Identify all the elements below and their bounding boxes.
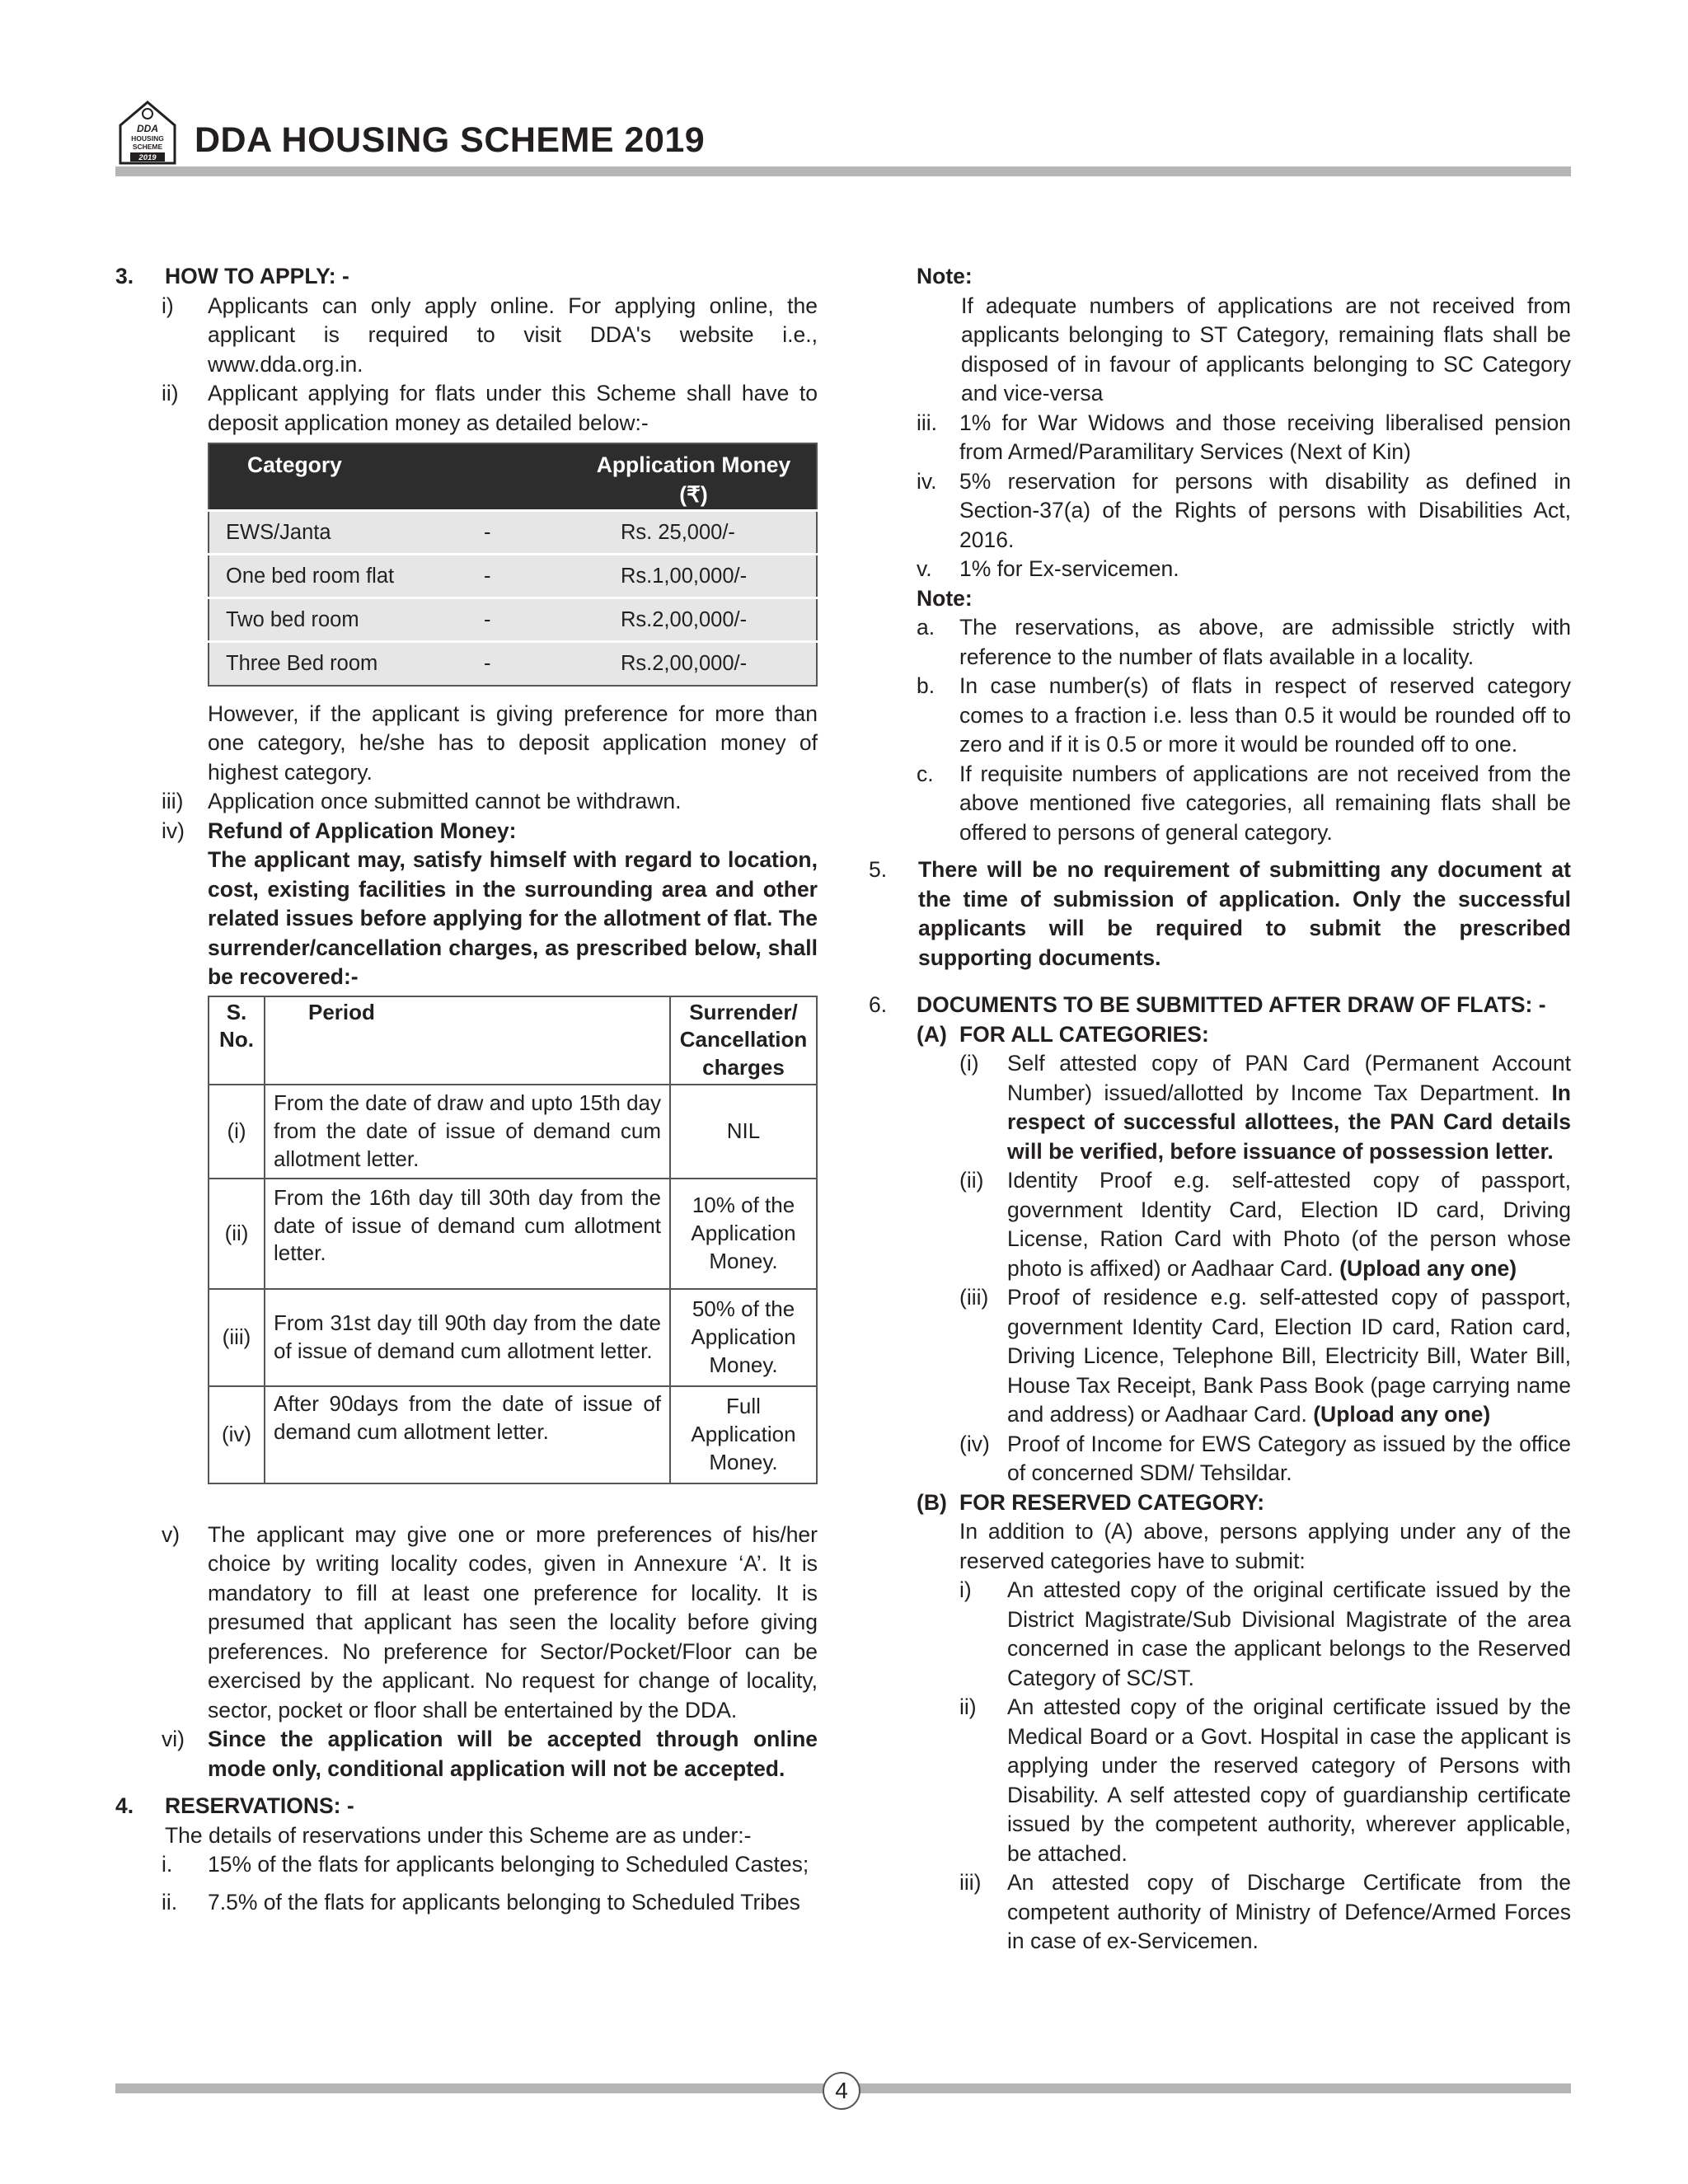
cell-amount: Rs.2,00,000/-	[563, 642, 817, 686]
section-3-item-v	[115, 1521, 818, 1726]
table-row	[209, 598, 817, 642]
section-6-B-heading	[917, 1488, 1571, 1518]
section-3-heading	[115, 262, 818, 292]
refund-charges-table	[208, 996, 818, 1484]
section-6-B-item-ii	[917, 1693, 1571, 1868]
section-3-item-iii	[115, 787, 818, 817]
cell-separator: -	[472, 555, 563, 598]
table-row	[209, 1386, 817, 1483]
col-header-charges: Surrender/ Cancellation charges	[670, 996, 817, 1085]
logo-text-housing: HOUSING	[131, 134, 164, 143]
section-3-number: 3.	[115, 264, 134, 288]
section-5-number: 5.	[869, 857, 888, 882]
cell-charge: NIL	[670, 1085, 817, 1179]
left-column	[115, 262, 818, 1917]
page-title: DDA HOUSING SCHEME 2019	[195, 120, 706, 160]
cell-amount: Rs. 25,000/-	[563, 511, 817, 555]
item-number: v.	[917, 556, 932, 581]
cell-separator: -	[472, 511, 563, 555]
logo-text-year: 2019	[138, 153, 157, 162]
note-2-item-c	[917, 760, 1571, 848]
item-text: If requisite numbers of applications are not received from the above mentioned five categories, all remaining flats shall be offered to persons of general category.	[959, 761, 1571, 845]
item-number: ii)	[162, 381, 179, 405]
section-6-A-item-i	[917, 1049, 1571, 1166]
item-text: The reservations, as above, are admissible strictly with reference to the number of flats available in a locality.	[959, 615, 1571, 669]
item-number: (iii)	[959, 1285, 989, 1310]
item-number: v)	[162, 1521, 181, 1547]
table-row	[209, 1085, 817, 1179]
note-1-text: If adequate numbers of applications are not received from applicants belonging to ST Category, remaining flats shall be disposed of in favour of applicants belonging to SC Category and vice-versa	[961, 293, 1571, 405]
item-number: iv.	[917, 468, 937, 494]
section-3-item-vi	[115, 1725, 818, 1783]
item-number: i)	[959, 1577, 972, 1602]
section-6-heading	[869, 991, 1571, 1020]
item-number: (i)	[959, 1051, 979, 1076]
col-header-category: Category	[209, 443, 472, 511]
cell-charge: Full Application Money.	[670, 1386, 817, 1483]
item-text: Identity Proof e.g. self-attested copy of passport, government Identity Card, Election ID card, Driving License, Ration Card with Photo (of the person whose photo is affixed) or Aadhaar Card.	[1007, 1168, 1571, 1281]
col-header-money-unit: (₹)	[679, 481, 708, 507]
item-text: An attested copy of the original certificate issued by the District Magistrate/Sub Divisional Magistrate of the area concerned in case the applicant belongs to the Reserved Category of SC/ST.	[1007, 1577, 1571, 1690]
cell-sno: (ii)	[209, 1179, 265, 1289]
header-divider	[115, 166, 1571, 176]
section-6-B-item-iii	[917, 1868, 1571, 1957]
item-text: 1% for Ex-servicemen.	[959, 556, 1179, 581]
item-text: 15% of the flats for applicants belonging to Scheduled Castes;	[208, 1852, 809, 1877]
table-header-row	[209, 443, 817, 511]
col-header-blank	[472, 443, 563, 511]
item-number: (ii)	[959, 1168, 984, 1193]
right-column	[869, 262, 1571, 1957]
section-6-A-item-iii	[917, 1283, 1571, 1430]
table-row	[209, 555, 817, 598]
item-text: 5% reservation for persons with disability as defined in Section-37(a) of the Rights of persons with Disabilities Act, 2016.	[959, 468, 1571, 552]
section-6-A-number: (A)	[917, 1021, 947, 1047]
cell-category: EWS/Janta	[209, 511, 472, 555]
item-number: iii)	[162, 789, 184, 813]
cell-sno: (iv)	[209, 1386, 265, 1483]
page-number: 4	[823, 2072, 860, 2110]
section-4-number: 4.	[115, 1793, 134, 1819]
cell-period: From 31st day till 90th day from the date of issue of demand cum allotment letter.	[265, 1289, 670, 1386]
table-header-row	[209, 996, 817, 1085]
section-4-item-ii	[115, 1888, 818, 1918]
logo-text-scheme: SCHEME	[132, 143, 163, 151]
section-4-item-v	[917, 555, 1571, 584]
note-2-item-a	[917, 613, 1571, 672]
item-number: ii)	[959, 1694, 977, 1719]
section-4-item-iv	[917, 467, 1571, 555]
item-bold-text: (Upload any one)	[1339, 1255, 1517, 1281]
cell-sno: (i)	[209, 1085, 265, 1179]
cell-period: After 90days from the date of issue of demand cum allotment letter.	[265, 1386, 670, 1483]
section-3-item-i	[115, 292, 818, 380]
section-6-A-item-iv	[917, 1430, 1571, 1488]
item-text: An attested copy of the original certificate issued by the Medical Board or a Govt. Hospital in case the applicant is applying under the reserved category of Persons with Disability. A self attested copy of guardianship certificate issued by the competent authority, wherever applicable, be attached.	[1007, 1694, 1571, 1866]
item-text: The applicant may give one or more preferences of his/her choice by writing locality codes, given in Annexure ‘A’. It is mandatory to fill at least one preference for locality. It is presumed that applicant has seen the locality before giving preferences. No preference for Sector/Pocket/Floor can be exercised by the applicant. No request for change of locality, sector, pocket or floor shall be entertained by the DDA.	[208, 1521, 818, 1722]
item-number: iii)	[959, 1870, 982, 1895]
section-6-B-intro: In addition to (A) above, persons applying under any of the reserved categories have to submit:	[959, 1519, 1571, 1573]
note-2-label: Note:	[917, 585, 973, 611]
section-6-B-title: FOR RESERVED CATEGORY:	[959, 1489, 1265, 1515]
cell-separator: -	[472, 642, 563, 686]
cell-charge: 50% of the Application Money.	[670, 1289, 817, 1386]
section-6-B-item-i	[917, 1576, 1571, 1693]
section-6-A-item-ii	[917, 1166, 1571, 1283]
refund-heading: Refund of Application Money:	[208, 818, 517, 843]
section-3-title: HOW TO APPLY: -	[165, 264, 349, 288]
item-text: Applicants can only apply online. For applying online, the applicant is required to visit DDA's website i.e., www.dda.org.in.	[208, 293, 818, 377]
section-6-number: 6.	[869, 992, 888, 1017]
section-4-item-i	[115, 1850, 818, 1880]
application-money-table	[208, 443, 818, 687]
item-text: Proof of residence e.g. self-attested copy of passport, government Identity Card, Election ID card, Ration card, Driving Licence, Telephone Bill, Electricity Bill, Water Bill, House Tax Receipt, Bank Pass Book (page carrying name and address) or Aadhaar Card.	[1007, 1285, 1571, 1427]
cell-period: From the 16th day till 30th day from the date of issue of demand cum allotment letter.	[265, 1179, 670, 1289]
however-paragraph: However, if the applicant is giving preference for more than one category, he/she has to deposit application money of highest category.	[208, 701, 818, 785]
item-bold-text: (Upload any one)	[1313, 1402, 1491, 1427]
item-text: 7.5% of the flats for applicants belonging to Scheduled Tribes	[208, 1889, 800, 1915]
item-text: Since the application will be accepted through online mode only, conditional application will not be accepted.	[208, 1727, 818, 1781]
cell-category: Three Bed room	[209, 642, 472, 686]
col-header-money-label: Application Money	[596, 452, 791, 477]
cell-amount: Rs.2,00,000/-	[563, 598, 817, 642]
section-4-intro: The details of reservations under this Scheme are as under:-	[165, 1822, 752, 1848]
col-header-sno: S. No.	[209, 996, 265, 1085]
section-4-title: RESERVATIONS: -	[165, 1793, 354, 1819]
section-3-item-ii	[115, 379, 818, 438]
section-6-title: DOCUMENTS TO BE SUBMITTED AFTER DRAW OF FLATS: -	[917, 992, 1546, 1017]
cell-period: From the date of draw and upto 15th day from the date of issue of demand cum allotment letter.	[265, 1085, 670, 1179]
item-text: 1% for War Widows and those receiving liberalised pension from Armed/Paramilitary Services (Next of Kin)	[959, 410, 1571, 464]
item-number: a.	[917, 615, 935, 640]
note-2-item-b	[917, 672, 1571, 760]
col-header-period: Period	[265, 996, 670, 1085]
table-row	[209, 511, 817, 555]
item-number: iv)	[162, 818, 185, 843]
refund-text: The applicant may, satisfy himself with regard to location, cost, existing facilities in the surrounding area and other related issues before applying for the allotment of flat. The surrender/cancellation charges, as prescribed below, shall be recovered:-	[208, 847, 818, 989]
item-text: Application once submitted cannot be withdrawn.	[208, 789, 682, 813]
logo-text-dda: DDA	[137, 123, 158, 134]
cell-sno: (iii)	[209, 1289, 265, 1386]
item-text: In case number(s) of flats in respect of reserved category comes to a fraction i.e. less than 0.5 it would be rounded off to zero and if it is 0.5 or more it would be rounded off to one.	[959, 673, 1571, 757]
table-row	[209, 1289, 817, 1386]
cell-separator: -	[472, 598, 563, 642]
section-4-item-iii	[917, 409, 1571, 467]
col-header-application-money	[563, 443, 817, 511]
item-number: i.	[162, 1852, 173, 1877]
table-row	[209, 642, 817, 686]
section-3-item-iv	[115, 817, 818, 992]
section-5	[869, 855, 1571, 972]
cell-amount: Rs.1,00,000/-	[563, 555, 817, 598]
dda-logo-icon	[115, 97, 180, 165]
item-text: Proof of Income for EWS Category as issued by the office of concerned SDM/ Tehsildar.	[1007, 1431, 1571, 1485]
section-5-text: There will be no requirement of submitting any document at the time of submission of application. Only the successful applicants will be required to submit the prescribed supporting documents.	[918, 857, 1571, 970]
table-row	[209, 1179, 817, 1289]
item-number: i)	[162, 293, 174, 318]
item-number: c.	[917, 761, 934, 786]
section-6-A-title: FOR ALL CATEGORIES:	[959, 1021, 1209, 1047]
cell-category: One bed room flat	[209, 555, 472, 598]
page-header	[115, 97, 1571, 180]
item-text: An attested copy of Discharge Certificate from the competent authority of Ministry of Defence/Armed Forces in case of ex-Servicemen.	[1007, 1870, 1571, 1953]
section-6-A-heading	[917, 1020, 1571, 1050]
cell-charge: 10% of the Application Money.	[670, 1179, 817, 1289]
item-bold-text: In respect of successful allottees, the PAN Card details will be verified, before issuance of possession letter.	[1007, 1080, 1571, 1164]
section-4-heading	[115, 1792, 818, 1821]
item-number: iii.	[917, 410, 938, 435]
item-number: vi)	[162, 1727, 185, 1752]
item-number: (iv)	[959, 1431, 990, 1456]
note-1-label: Note:	[917, 264, 973, 288]
section-6-B-number: (B)	[917, 1489, 947, 1515]
page-footer	[115, 2072, 1571, 2105]
cell-category: Two bed room	[209, 598, 472, 642]
item-number: b.	[917, 673, 935, 698]
item-number: ii.	[162, 1889, 178, 1915]
item-text: Applicant applying for flats under this Scheme shall have to deposit application money as detailed below:-	[208, 381, 818, 435]
item-text: Self attested copy of PAN Card (Permanent Account Number) issued/allotted by Income Tax Department.	[1007, 1051, 1571, 1105]
